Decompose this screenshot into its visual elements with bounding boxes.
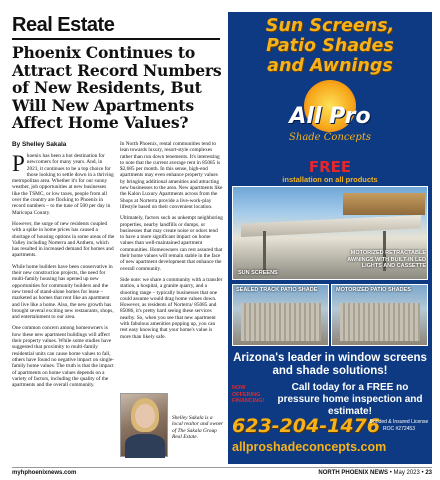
issue-date: May 2023 — [393, 470, 420, 476]
free-offer: FREE — [308, 158, 352, 176]
section-title: Real Estate — [12, 14, 115, 36]
ad-tagline: Arizona's leader in window screens and shade solutions! — [233, 352, 427, 377]
article-paragraph: While home builders have been conservative in their new construction projects, the need for multi-family housing has opened up new opportunities for community builders and the new trend of stand-alone homes for lease – marketed as homes that rent like an apartment and live like a home. Also, the new growth has brought several exciting new restaurants, shops, and entertainment to our area. — [12, 263, 114, 321]
footer-divider — [12, 467, 432, 468]
caption-motorized-patio: MOTORIZED PATIO SHADES — [336, 287, 411, 293]
publication-name: NORTH PHOENIX NEWS — [318, 470, 389, 476]
section-header — [12, 14, 220, 40]
article-paragraph: In North Phoenix, rental communities tend to lean towards luxury, resort-style complexes rather than run down tenements. It's interesting to note that the current average rent in 85085 is $2,685 per month. In this sense, high-end apartments may even enhance property values by bringing additional amenities and attracting new businesses to the area. New apartments like the Kalon Luxury Apartments across from the Shops at Norterra provide a live-work-play lifestyle based on their convenient location. — [120, 141, 223, 210]
advertisement[interactable] — [228, 12, 432, 464]
call-to-action: Call today for a FREE no pressure home inspection and estimate! — [277, 382, 423, 417]
page-number: 23 — [425, 470, 432, 476]
ad-title: Sun Screens, Patio Shades and Awnings — [265, 16, 395, 76]
caption-sealed-track: SEALED TRACK PATIO SHADE — [236, 287, 318, 293]
license-info: Bonded & Insured License ROC #272453 — [369, 419, 429, 432]
footer-info: NORTH PHOENIX NEWS • May 2023 • 23 — [318, 470, 432, 476]
author-photo — [120, 393, 168, 457]
financing-badge: NOW OFFERING FINANCING! — [232, 385, 265, 405]
caption-motorized-awnings: MOTORIZED RETRACTABLE AWNINGS WITH BUILT-IN LED LIGHTS AND CASSETTE — [347, 250, 426, 269]
article-paragraph: Side note: we share a community with a transfer station, a hospital, a granite quarry, and a shooting range – typically businesses that one could assume would drag home values down. However, as residents of Norterra/ 85085 and 85086, it's pretty hard seeing these services nearby. So, when you see that new apartment with fabulous amenities popping up, you can rest easy knowing that your home's value is more than likely safe. — [120, 276, 223, 340]
free-offer-detail: installation on all products — [282, 175, 378, 184]
ad-website-link[interactable]: allproshadeconcepts.com — [232, 440, 387, 454]
allpro-logo: All Pro Shade Concepts — [280, 80, 380, 152]
article-paragraph: Phoenix has been a hot destination for newcomers for many years. And, in 2021, it continues to be a top choice for those looking to settle down in a thriving metropolitan area. Whether it's for our sunny weather, job opportunities at new businesses like the TSMC, or low taxes, people from all over the country are flocking to Phoenix in record numbers – to the tune of 500 per day in Maricopa County. — [12, 151, 114, 216]
article-headline: Phoenix Continues to Attract Record Numbers of New Residents, But Will New Apartments Affect Home Values? — [12, 43, 222, 133]
author-caption: Shelley Sakala is a local realtor and owner of The Sakala Group Real Estate. — [172, 415, 224, 441]
drop-cap: P — [12, 151, 25, 176]
article-paragraph: However, the surge of new residents coupled with a spike in home prices has caused a shortage of housing options in some areas of the Valley including Norterra and Anthem, which has resulted in increased demand for homes and apartments. — [12, 220, 115, 259]
article-paragraph: Ultimately, factors such as unkempt neighboring properties, nearby landfills or dumps, or businesses that may create noise or odors tend to have a more significant impact on home values than well-maintained apartment communities. Homeowners can rest assured that their home values will remain stable in the face of new apartment development that enhance the overall community. — [120, 215, 223, 272]
article-column-1 — [12, 153, 115, 393]
phone-number[interactable]: 623-204-1476 — [232, 415, 380, 437]
caption-sun-screens: SUN SCREENS — [238, 270, 278, 276]
footer-website[interactable]: myhphoenixnews.com — [12, 470, 77, 476]
article-column-2 — [120, 141, 223, 345]
article-paragraph: One common concern among homeowners is how these new apartment buildings will affect their property values. While some studies have suggested that proximity to multi-family residential units can cause home values to fall, others have found no negative impact on single-family home values. The truth is that the impact of apartments on home values depends on a variety of factors, including the quality of the apartments and the overall community. — [12, 325, 114, 389]
article-byline: By Shelley Sakala — [12, 141, 67, 148]
